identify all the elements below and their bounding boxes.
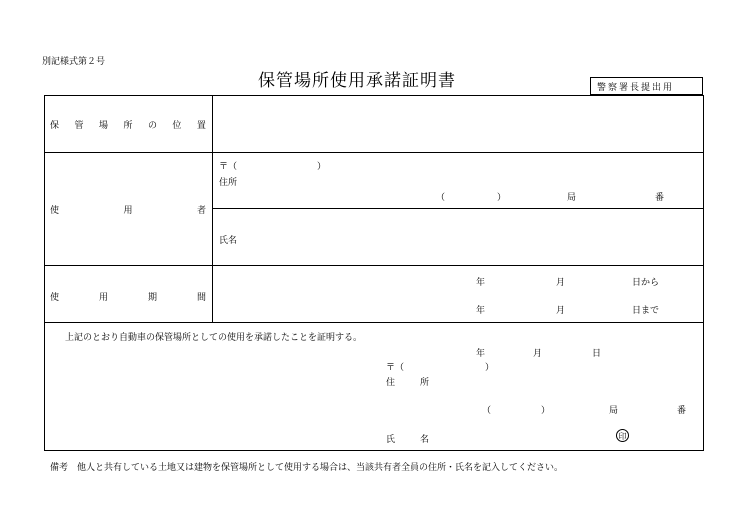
cert-address-label-1: 住 <box>386 378 396 388</box>
cert-postal-open: 〒（ <box>386 363 405 373</box>
cert-date-year: 年 <box>476 349 486 359</box>
cert-address-field[interactable] <box>440 370 702 420</box>
cert-name-field[interactable] <box>440 426 610 448</box>
user-postal-open: 〒（ <box>219 162 238 172</box>
user-phone-number: 番 <box>655 193 665 203</box>
period-to-year: 年 <box>476 306 486 316</box>
period-from-month: 月 <box>556 278 566 288</box>
submit-label: 警察署長提出用 <box>597 83 675 93</box>
location-field[interactable] <box>214 97 702 151</box>
period-from-year: 年 <box>476 278 486 288</box>
cert-name-label-1: 氏 <box>386 435 396 445</box>
cert-phone-exchange: 局 <box>609 406 619 416</box>
user-postal-close: ） <box>317 162 327 172</box>
user-inner-divider <box>212 208 704 209</box>
period-to-day: 日まで <box>632 306 660 316</box>
user-label: 使 用 者 <box>50 206 206 216</box>
form-number: 別記様式第２号 <box>42 57 106 67</box>
footnote: 備考 他人と共有している土地又は建物を保管場所として使用する場合は、当該共有者全員の住所・氏名を記入してください。 <box>50 463 564 473</box>
row-divider-2 <box>44 265 704 266</box>
seal-mark: 印 <box>616 429 629 442</box>
cert-date-day: 日 <box>592 349 602 359</box>
cert-name-label-2: 名 <box>420 435 430 445</box>
cert-date-month: 月 <box>533 349 543 359</box>
document-title: 保管場所使用承諾証明書 <box>258 71 456 91</box>
period-field[interactable] <box>214 267 464 320</box>
user-address-field[interactable] <box>214 154 702 206</box>
period-label: 使 用 期 間 <box>50 293 206 303</box>
user-name-field[interactable] <box>240 210 702 263</box>
user-phone-close: ） <box>497 193 507 203</box>
user-phone-open: （ <box>436 193 446 203</box>
row-divider-3 <box>44 322 704 323</box>
cert-phone-open: （ <box>482 406 492 416</box>
cert-postal-close: ） <box>485 363 495 373</box>
period-from-day: 日から <box>632 278 660 288</box>
user-name-label: 氏名 <box>219 236 238 246</box>
row-divider-1 <box>44 152 704 153</box>
period-to-month: 月 <box>556 306 566 316</box>
cert-phone-number: 番 <box>677 406 687 416</box>
certification-statement: 上記のとおり自動車の保管場所としての使用を承諾したことを証明する。 <box>65 333 363 343</box>
user-address-label: 住所 <box>219 178 238 188</box>
cert-phone-close: ） <box>541 406 551 416</box>
cert-address-label-2: 所 <box>420 378 430 388</box>
location-label: 保 管 場 所 の 位 置 <box>50 121 206 131</box>
user-phone-exchange: 局 <box>567 193 577 203</box>
submit-label-box <box>590 77 703 95</box>
